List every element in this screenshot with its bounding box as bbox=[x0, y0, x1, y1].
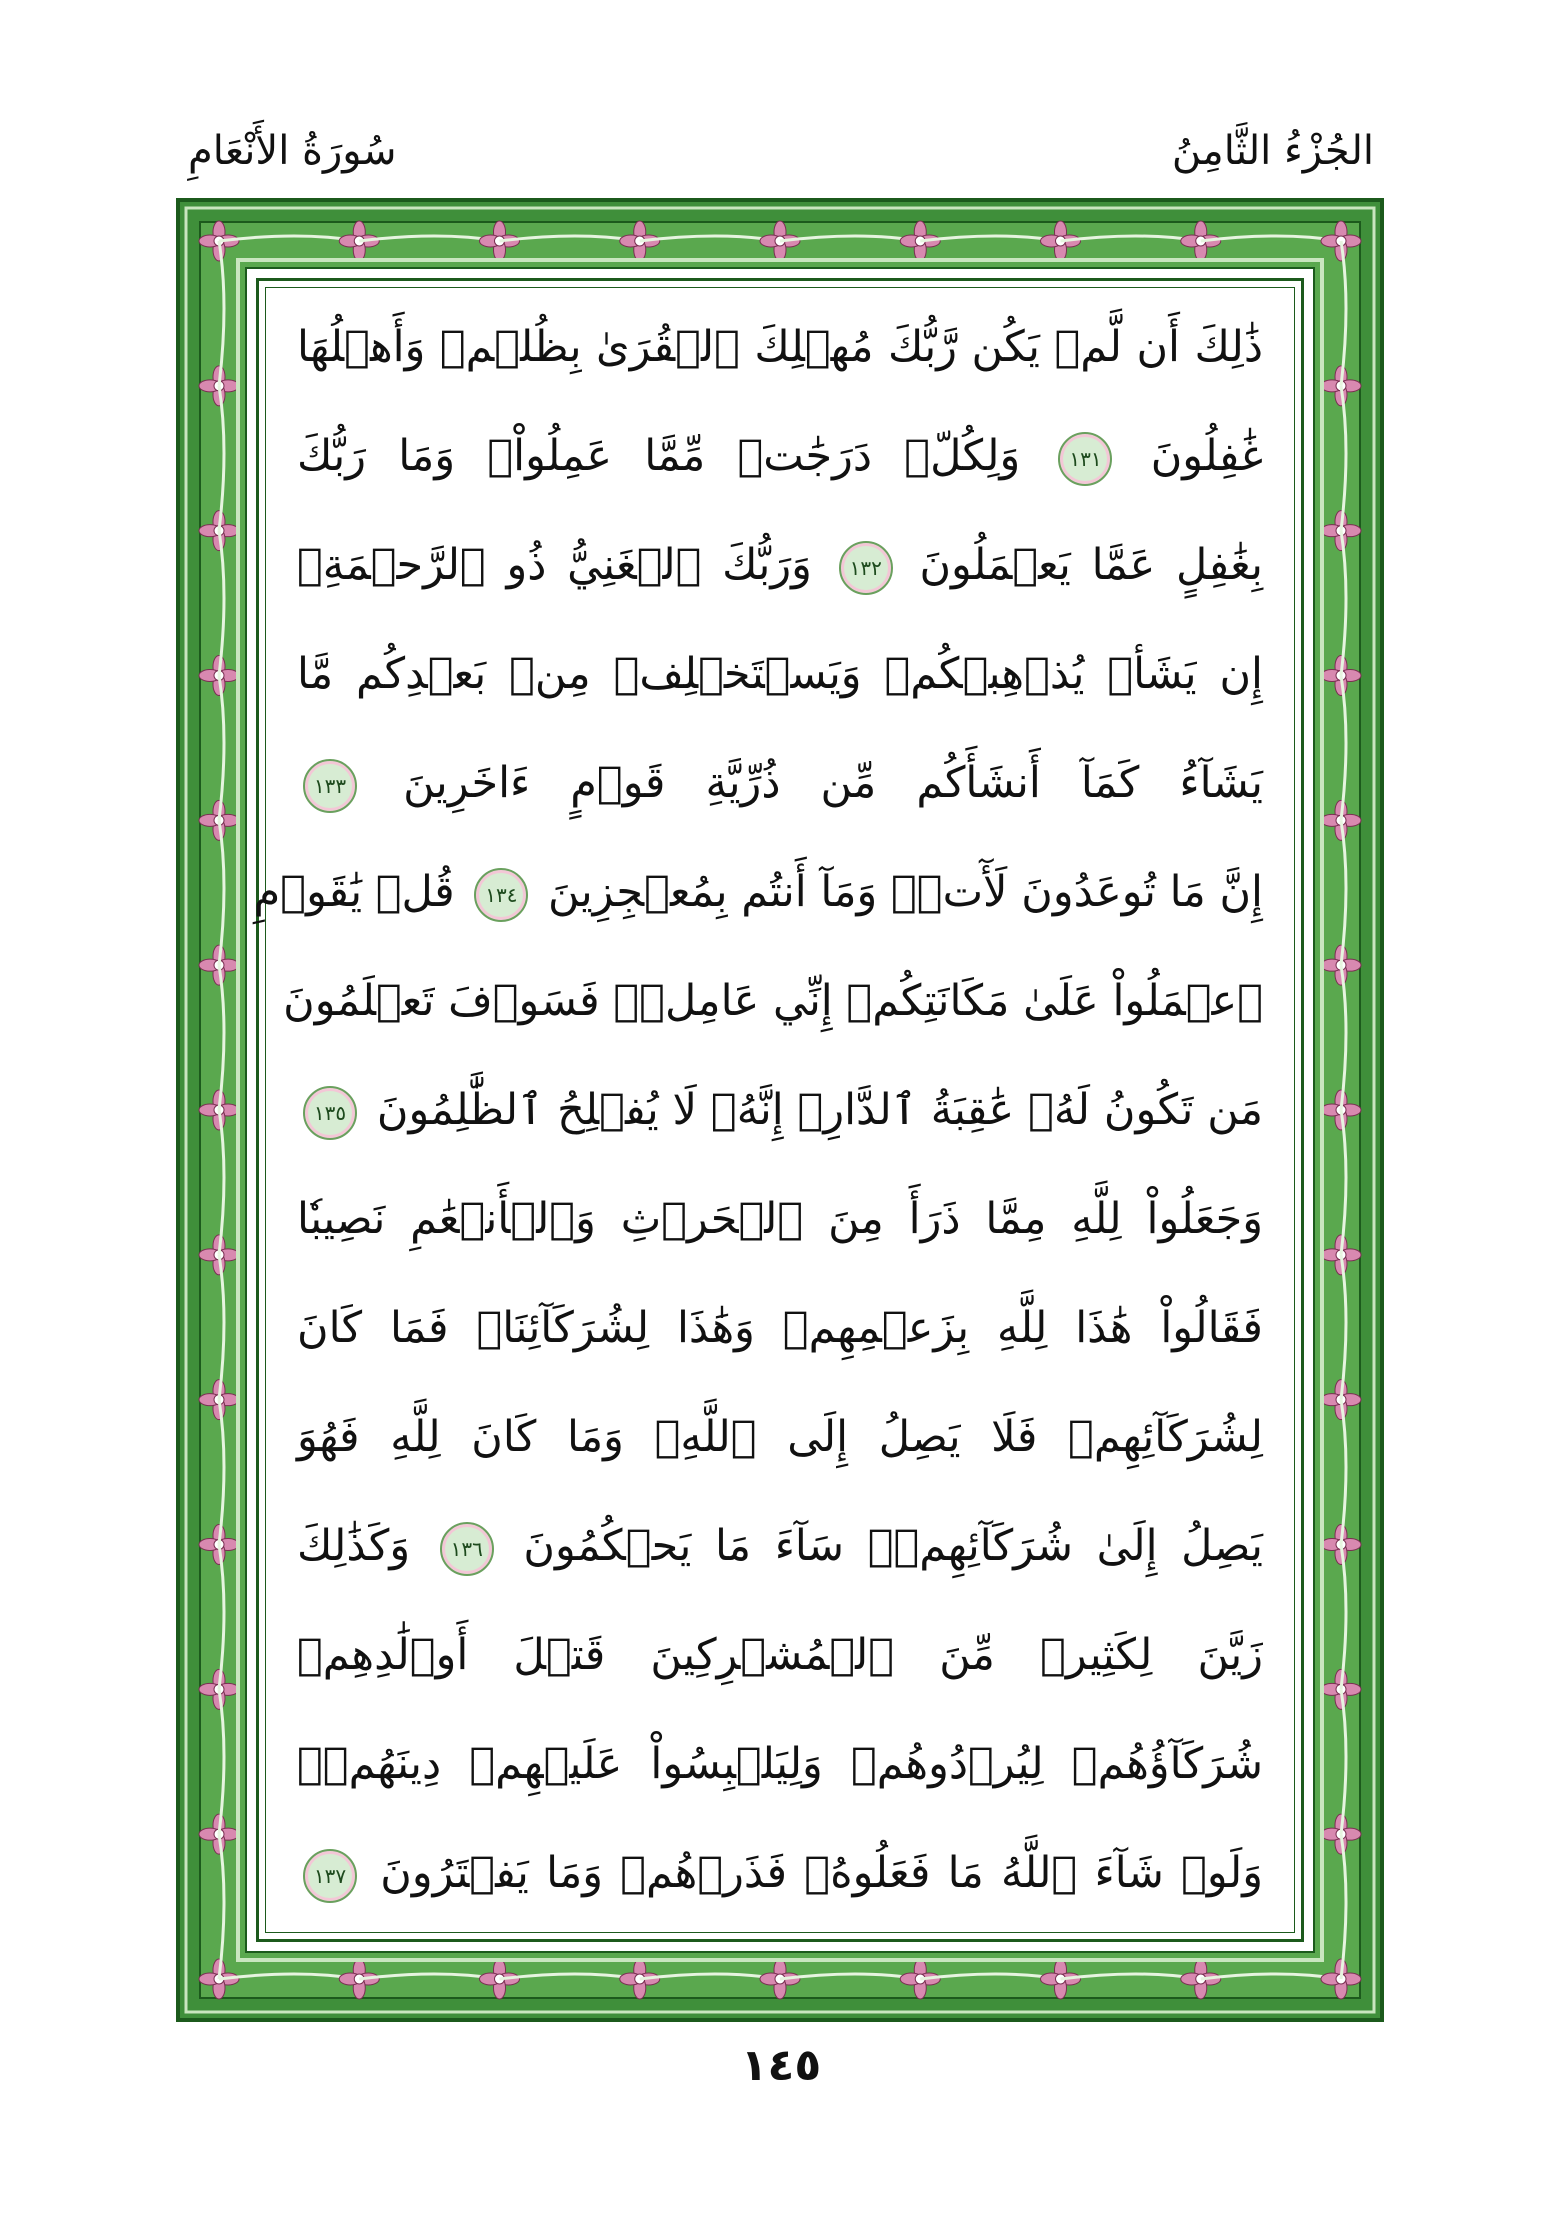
verse-text: إِنَّ مَا تُوعَدُونَ لَأٓتٖۖ وَمَآ أَنتُم بِمُعۡجِزِينَ bbox=[547, 867, 1263, 917]
verse-lines bbox=[253, 301, 1264, 1919]
verse-line bbox=[297, 1282, 1263, 1374]
verse-line bbox=[297, 1500, 1263, 1592]
verse-text: ٱعۡمَلُواْ عَلَىٰ مَكَانَتِكُمۡ إِنِّي عَامِلٞۖ فَسَوۡفَ تَعۡلَمُونَ bbox=[283, 976, 1263, 1026]
ayah-number-marker: ١٣٤ bbox=[474, 868, 528, 922]
verse-text: ذَٰلِكَ أَن لَّمۡ يَكُن رَّبُّكَ مُهۡلِكَ ٱلۡقُرَىٰ بِظُلۡمٖ وَأَهۡلُهَا bbox=[297, 322, 1263, 372]
verse-text: غَٰفِلُونَ bbox=[1150, 431, 1263, 481]
verse-line bbox=[297, 1609, 1263, 1701]
verse-text: شُرَكَآؤُهُمۡ لِيُرۡدُوهُمۡ وَلِيَلۡبِسُواْ عَلَيۡهِمۡ دِينَهُمۡۖ bbox=[297, 1739, 1263, 1789]
verse-text: قُلۡ يَٰقَوۡمِ bbox=[253, 867, 455, 917]
ornamental-frame bbox=[176, 198, 1384, 2022]
verse-line bbox=[283, 955, 1263, 1047]
verse-line bbox=[297, 301, 1263, 393]
verse-line bbox=[297, 737, 1263, 829]
page-number: ١٤٥ bbox=[740, 2040, 822, 2091]
verse-text: مَن تَكُونُ لَهُۥ عَٰقِبَةُ ٱلدَّارِۚ إِنَّهُۥ لَا يُفۡلِحُ ٱلظَّٰلِمُونَ bbox=[376, 1085, 1264, 1135]
verse-line bbox=[297, 1827, 1263, 1919]
verse-text: وَلَوۡ شَآءَ ٱللَّهُ مَا فَعَلُوهُۖ فَذَرۡهُمۡ وَمَا يَفۡتَرُونَ bbox=[380, 1848, 1263, 1898]
verse-text: لِشُرَكَآئِهِمۡ فَلَا يَصِلُ إِلَى ٱللَّهِۖ وَمَا كَانَ لِلَّهِ فَهُوَ bbox=[297, 1412, 1263, 1462]
ayah-number-marker: ١٣٢ bbox=[839, 541, 893, 595]
verse-line bbox=[297, 1173, 1263, 1265]
verse-text: وَرَبُّكَ ٱلۡغَنِيُّ ذُو ٱلرَّحۡمَةِۚ bbox=[297, 540, 812, 590]
verse-line bbox=[253, 846, 1263, 938]
verse-text: زَيَّنَ لِكَثِيرٖ مِّنَ ٱلۡمُشۡرِكِينَ قَتۡلَ أَوۡلَٰدِهِمۡ bbox=[297, 1630, 1263, 1680]
verse-text: وَجَعَلُواْ لِلَّهِ مِمَّا ذَرَأَ مِنَ ٱلۡحَرۡثِ وَٱلۡأَنۡعَٰمِ نَصِيبٗا bbox=[297, 1194, 1263, 1244]
verse-text: فَقَالُواْ هَٰذَا لِلَّهِ بِزَعۡمِهِمۡ وَهَٰذَا لِشُرَكَآئِنَاۖ فَمَا كَانَ bbox=[297, 1303, 1263, 1353]
verse-text: إِن يَشَأۡ يُذۡهِبۡكُمۡ وَيَسۡتَخۡلِفۡ مِنۢ بَعۡدِكُم مَّا bbox=[297, 649, 1263, 699]
text-panel bbox=[253, 278, 1304, 1942]
ayah-number-marker: ١٣٣ bbox=[303, 759, 357, 813]
juz-title: الجُزْءُ الثَّامِنُ bbox=[1171, 128, 1374, 174]
verse-text: وَكَذَٰلِكَ bbox=[297, 1521, 411, 1571]
ayah-number-marker: ١٣٧ bbox=[303, 1849, 357, 1903]
verse-line bbox=[297, 1391, 1263, 1483]
ayah-number-marker: ١٣٦ bbox=[440, 1522, 494, 1576]
verse-text: وَلِكُلّٖ دَرَجَٰتٞ مِّمَّا عَمِلُواْۚ وَمَا رَبُّكَ bbox=[297, 431, 1021, 481]
surah-title: سُورَةُ الأَنْعَامِ bbox=[188, 128, 397, 174]
verse-text: يَصِلُ إِلَىٰ شُرَكَآئِهِمۡۗ سَآءَ مَا يَحۡكُمُونَ bbox=[523, 1521, 1263, 1571]
verse-line bbox=[297, 519, 1263, 611]
ayah-number-marker: ١٣٥ bbox=[303, 1086, 357, 1140]
verse-text: بِغَٰفِلٍ عَمَّا يَعۡمَلُونَ bbox=[919, 540, 1264, 590]
verse-text: يَشَآءُ كَمَآ أَنشَأَكُم مِّن ذُرِّيَّةِ قَوۡمٍ ءَاخَرِينَ bbox=[403, 758, 1263, 808]
verse-line bbox=[297, 1718, 1263, 1810]
verse-line bbox=[297, 410, 1263, 502]
verse-line bbox=[297, 628, 1263, 720]
verse-line bbox=[297, 1064, 1263, 1156]
ayah-number-marker: ١٣١ bbox=[1058, 432, 1112, 486]
